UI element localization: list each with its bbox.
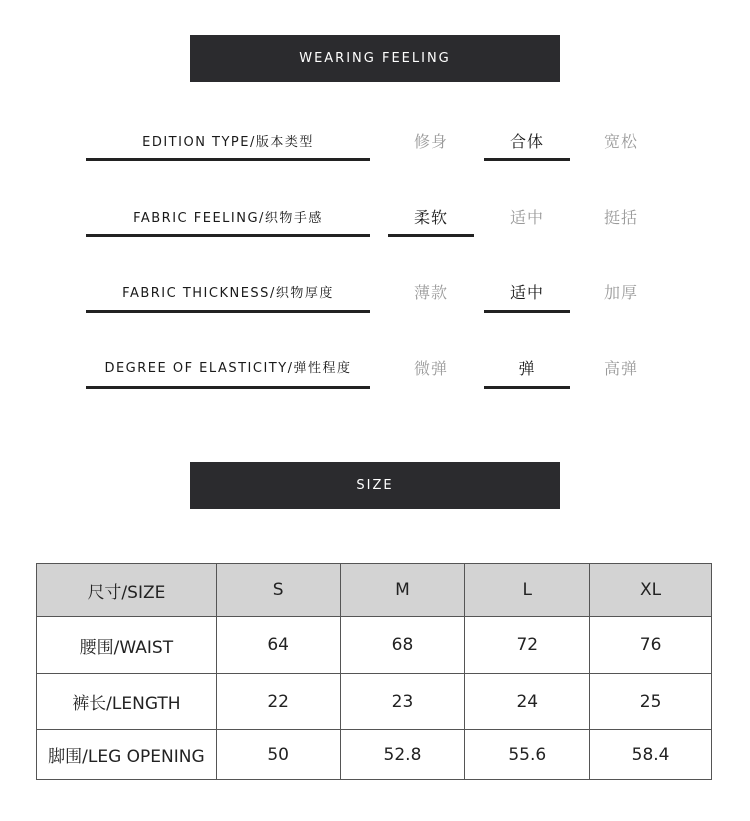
elasticity-selected-underline (484, 386, 570, 389)
fabric-feeling-option-2: 适中 (509, 208, 544, 227)
size-header-label: 尺寸/SIZE (37, 564, 217, 617)
length-l: 24 (465, 674, 590, 730)
leg-opening-label: 脚围/LEG OPENING (37, 730, 217, 780)
wearing-feeling-title: WEARING FEELING (299, 51, 451, 66)
elasticity-option-2-selected: 弹 (518, 359, 536, 378)
fabric-feeling-option-1-selected: 柔软 (413, 208, 448, 227)
table-row (37, 674, 712, 730)
waist-s: 64 (216, 617, 340, 674)
leg-opening-m: 52.8 (340, 730, 465, 780)
size-table (36, 563, 712, 780)
size-banner (190, 462, 560, 509)
leg-opening-xl: 58.4 (590, 730, 712, 780)
size-header-xl: XL (590, 564, 712, 617)
leg-opening-l: 55.6 (465, 730, 590, 780)
table-row (37, 730, 712, 780)
fabric-feeling-option-3: 挺括 (603, 208, 638, 227)
waist-label: 腰围/WAIST (37, 617, 217, 674)
size-table-header-row (37, 564, 712, 617)
size-title: SIZE (356, 478, 394, 493)
elasticity-label: DEGREE OF ELASTICITY/弹性程度 (104, 361, 352, 376)
edition-type-selected-underline (484, 158, 570, 161)
length-label: 裤长/LENGTH (37, 674, 217, 730)
edition-type-underline (86, 158, 370, 161)
length-m: 23 (340, 674, 465, 730)
fabric-thickness-label: FABRIC THICKNESS/织物厚度 (122, 286, 334, 301)
fabric-thickness-option-1: 薄款 (413, 283, 448, 302)
size-header-s: S (216, 564, 340, 617)
wearing-feeling-banner (190, 35, 560, 82)
fabric-thickness-option-2-selected: 适中 (509, 283, 544, 302)
leg-opening-s: 50 (216, 730, 340, 780)
size-header-l: L (465, 564, 590, 617)
fabric-thickness-underline (86, 310, 370, 313)
edition-type-option-3: 宽松 (603, 132, 638, 151)
table-row (37, 617, 712, 674)
elasticity-option-3: 高弹 (603, 359, 638, 378)
fabric-feeling-selected-underline (388, 234, 474, 237)
fabric-thickness-selected-underline (484, 310, 570, 313)
edition-type-label: EDITION TYPE/版本类型 (142, 135, 314, 150)
elasticity-underline (86, 386, 370, 389)
fabric-feeling-label: FABRIC FEELING/织物手感 (133, 211, 323, 226)
waist-xl: 76 (590, 617, 712, 674)
waist-l: 72 (465, 617, 590, 674)
edition-type-option-1: 修身 (413, 132, 448, 151)
fabric-feeling-underline (86, 234, 370, 237)
length-s: 22 (216, 674, 340, 730)
waist-m: 68 (340, 617, 465, 674)
fabric-thickness-option-3: 加厚 (603, 283, 638, 302)
size-header-m: M (340, 564, 465, 617)
elasticity-option-1: 微弹 (413, 359, 448, 378)
edition-type-option-2-selected: 合体 (509, 132, 544, 151)
length-xl: 25 (590, 674, 712, 730)
